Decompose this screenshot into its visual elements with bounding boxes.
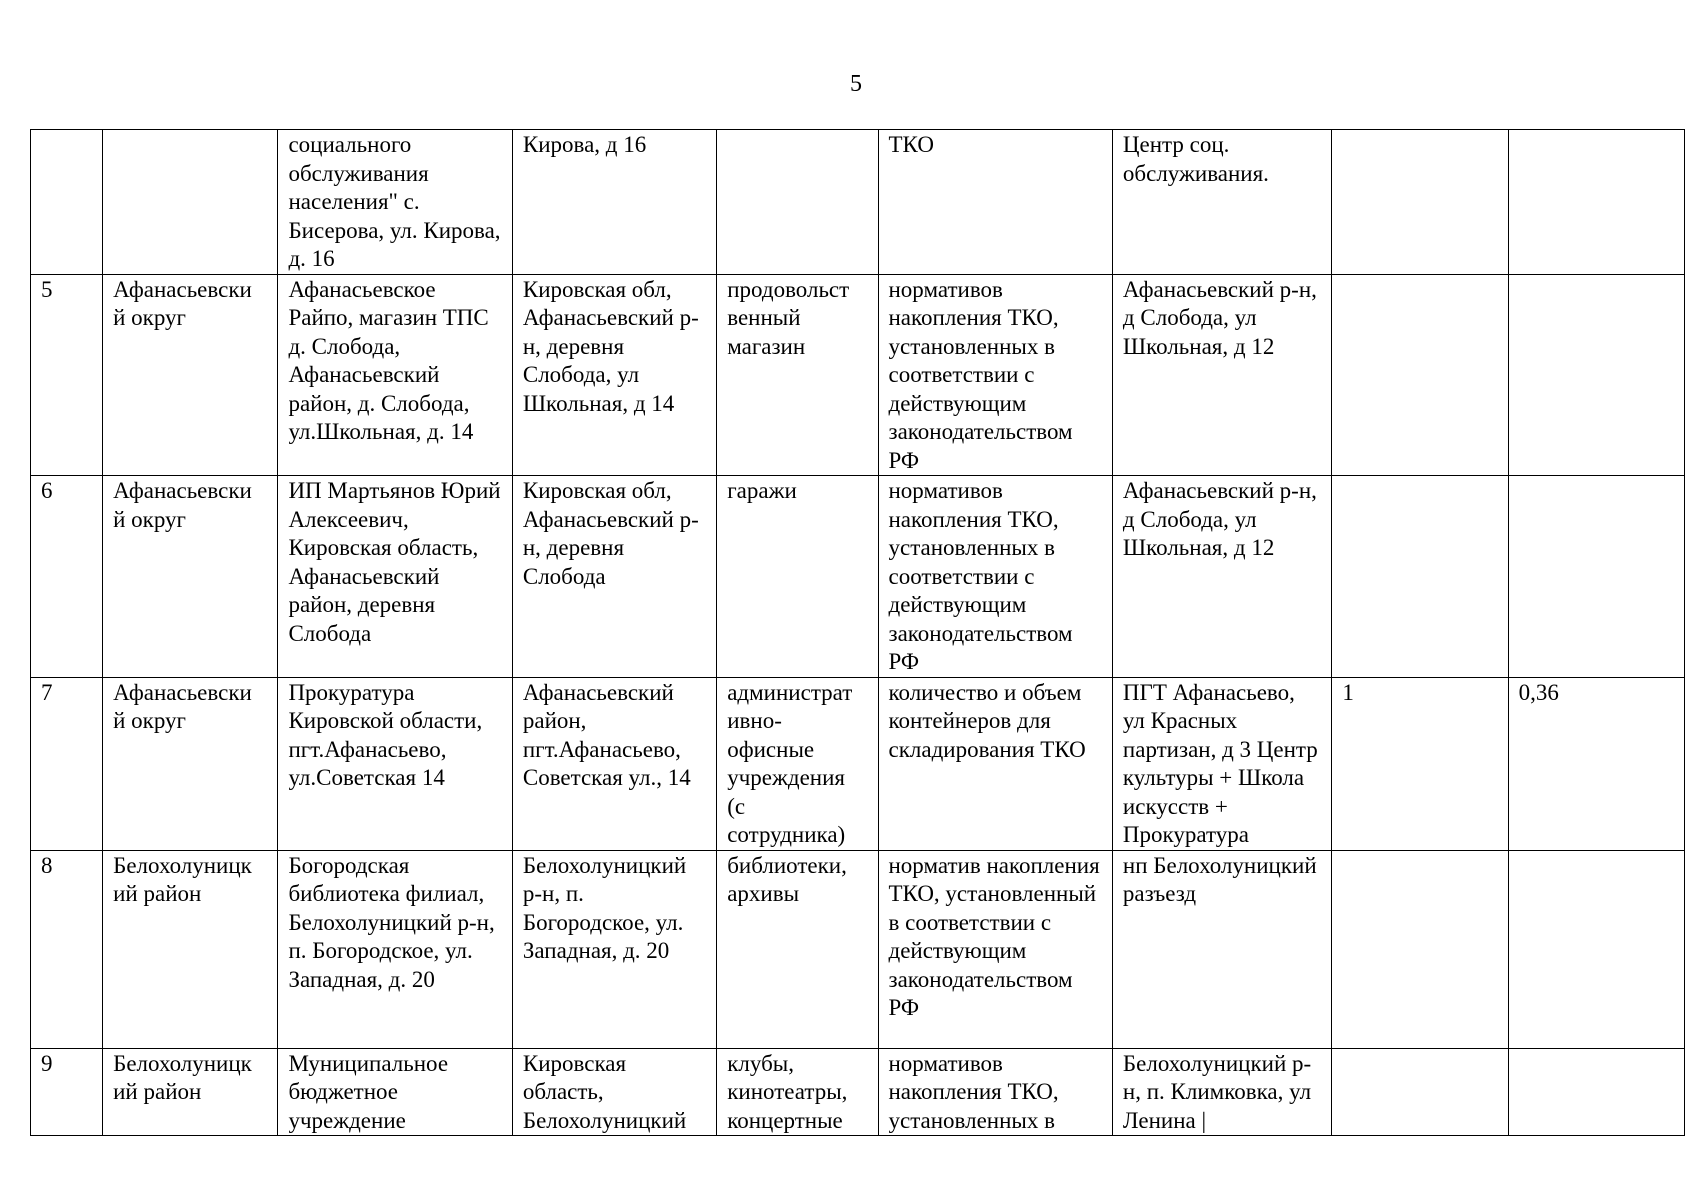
cell-object-type: библиотеки, архивы: [717, 850, 878, 1048]
cell-location: Афанасьевский район, пгт.Афанасьево, Советская ул., 14: [512, 677, 716, 850]
cell-site: ПГТ Афанасьево, ул Красных партизан, д 3 Центр культуры + Школа искусств + Прокуратура: [1112, 677, 1331, 850]
table-row: [31, 1048, 1685, 1136]
table-row: [31, 677, 1685, 850]
cell-organization: Богородская библиотека филиал, Белохолуницкий р-н, п. Богородское, ул. Западная, д. 20: [278, 850, 512, 1048]
cell-location: Белохолуницкий р-н, п. Богородское, ул. Западная, д. 20: [512, 850, 716, 1048]
cell-basis: количество и объем контейнеров для складирования ТКО: [878, 677, 1112, 850]
cell-site: Афанасьевский р-н, д Слобода, ул Школьная, д 12: [1112, 476, 1331, 678]
cell-district: Афанасьевски й округ: [103, 677, 278, 850]
cell-organization: ИП Мартьянов Юрий Алексеевич, Кировская область, Афанасьевский район, деревня Слобода: [278, 476, 512, 678]
cell-number: 9: [31, 1048, 103, 1136]
cell-number: 6: [31, 476, 103, 678]
cell-number: [31, 130, 103, 275]
cell-location: Кирова, д 16: [512, 130, 716, 275]
cell-number: 8: [31, 850, 103, 1048]
cell-basis: нормативов накопления ТКО, установленных в соответствии с действующим законодательством РФ: [878, 476, 1112, 678]
cell-district: Белохолуницк ий район: [103, 850, 278, 1048]
cell-volume: [1508, 1048, 1684, 1136]
table-row: [31, 850, 1685, 1048]
cell-number: 5: [31, 274, 103, 476]
table-row: [31, 476, 1685, 678]
cell-object-type: гаражи: [717, 476, 878, 678]
cell-volume: [1508, 274, 1684, 476]
waste-sites-table: [30, 129, 1685, 1136]
cell-basis: норматив накопления ТКО, установленный в соответствии с действующим законодательством РФ: [878, 850, 1112, 1048]
cell-number: 7: [31, 677, 103, 850]
cell-count: 1: [1332, 677, 1508, 850]
cell-basis: ТКО: [878, 130, 1112, 275]
cell-location: Кировская обл, Афанасьевский р-н, деревня Слобода: [512, 476, 716, 678]
cell-site: нп Белохолуницкий разъезд: [1112, 850, 1331, 1048]
cell-district: [103, 130, 278, 275]
cell-district: Белохолуницк ий район: [103, 1048, 278, 1136]
cell-count: [1332, 1048, 1508, 1136]
cell-volume: [1508, 850, 1684, 1048]
table-row-continued: [31, 130, 1685, 275]
cell-site: Белохолуницкий р-н, п. Климковка, ул Ленина |: [1112, 1048, 1331, 1136]
cell-object-type: администрат ивно-офисные учреждения (с сотрудника): [717, 677, 878, 850]
cell-count: [1332, 476, 1508, 678]
cell-organization: Афанасьевское Райпо, магазин ТПС д. Слобода, Афанасьевский район, д. Слобода, ул.Школьная, д. 14: [278, 274, 512, 476]
cell-basis: нормативов накопления ТКО, установленных в соответствии с действующим законодательством РФ: [878, 274, 1112, 476]
cell-organization: социального обслуживания населения" с. Бисерова, ул. Кирова, д. 16: [278, 130, 512, 275]
cell-location: Кировская область, Белохолуницкий: [512, 1048, 716, 1136]
cell-object-type: продовольст венный магазин: [717, 274, 878, 476]
cell-object-type: клубы, кинотеатры, концертные: [717, 1048, 878, 1136]
cell-volume: [1508, 130, 1684, 275]
cell-volume: [1508, 476, 1684, 678]
cell-site: Центр соц. обслуживания.: [1112, 130, 1331, 275]
cell-district: Афанасьевски й округ: [103, 274, 278, 476]
cell-organization: Прокуратура Кировской области, пгт.Афанасьево, ул.Советская 14: [278, 677, 512, 850]
cell-count: [1332, 850, 1508, 1048]
cell-volume: 0,36: [1508, 677, 1684, 850]
table-row: [31, 274, 1685, 476]
cell-district: Афанасьевски й округ: [103, 476, 278, 678]
cell-organization: Муниципальное бюджетное учреждение: [278, 1048, 512, 1136]
cell-count: [1332, 130, 1508, 275]
page-number: 5: [850, 71, 862, 97]
cell-object-type: [717, 130, 878, 275]
cell-site: Афанасьевский р-н, д Слобода, ул Школьная, д 12: [1112, 274, 1331, 476]
cell-count: [1332, 274, 1508, 476]
cell-location: Кировская обл, Афанасьевский р-н, деревня Слобода, ул Школьная, д 14: [512, 274, 716, 476]
cell-basis: нормативов накопления ТКО, установленных в: [878, 1048, 1112, 1136]
